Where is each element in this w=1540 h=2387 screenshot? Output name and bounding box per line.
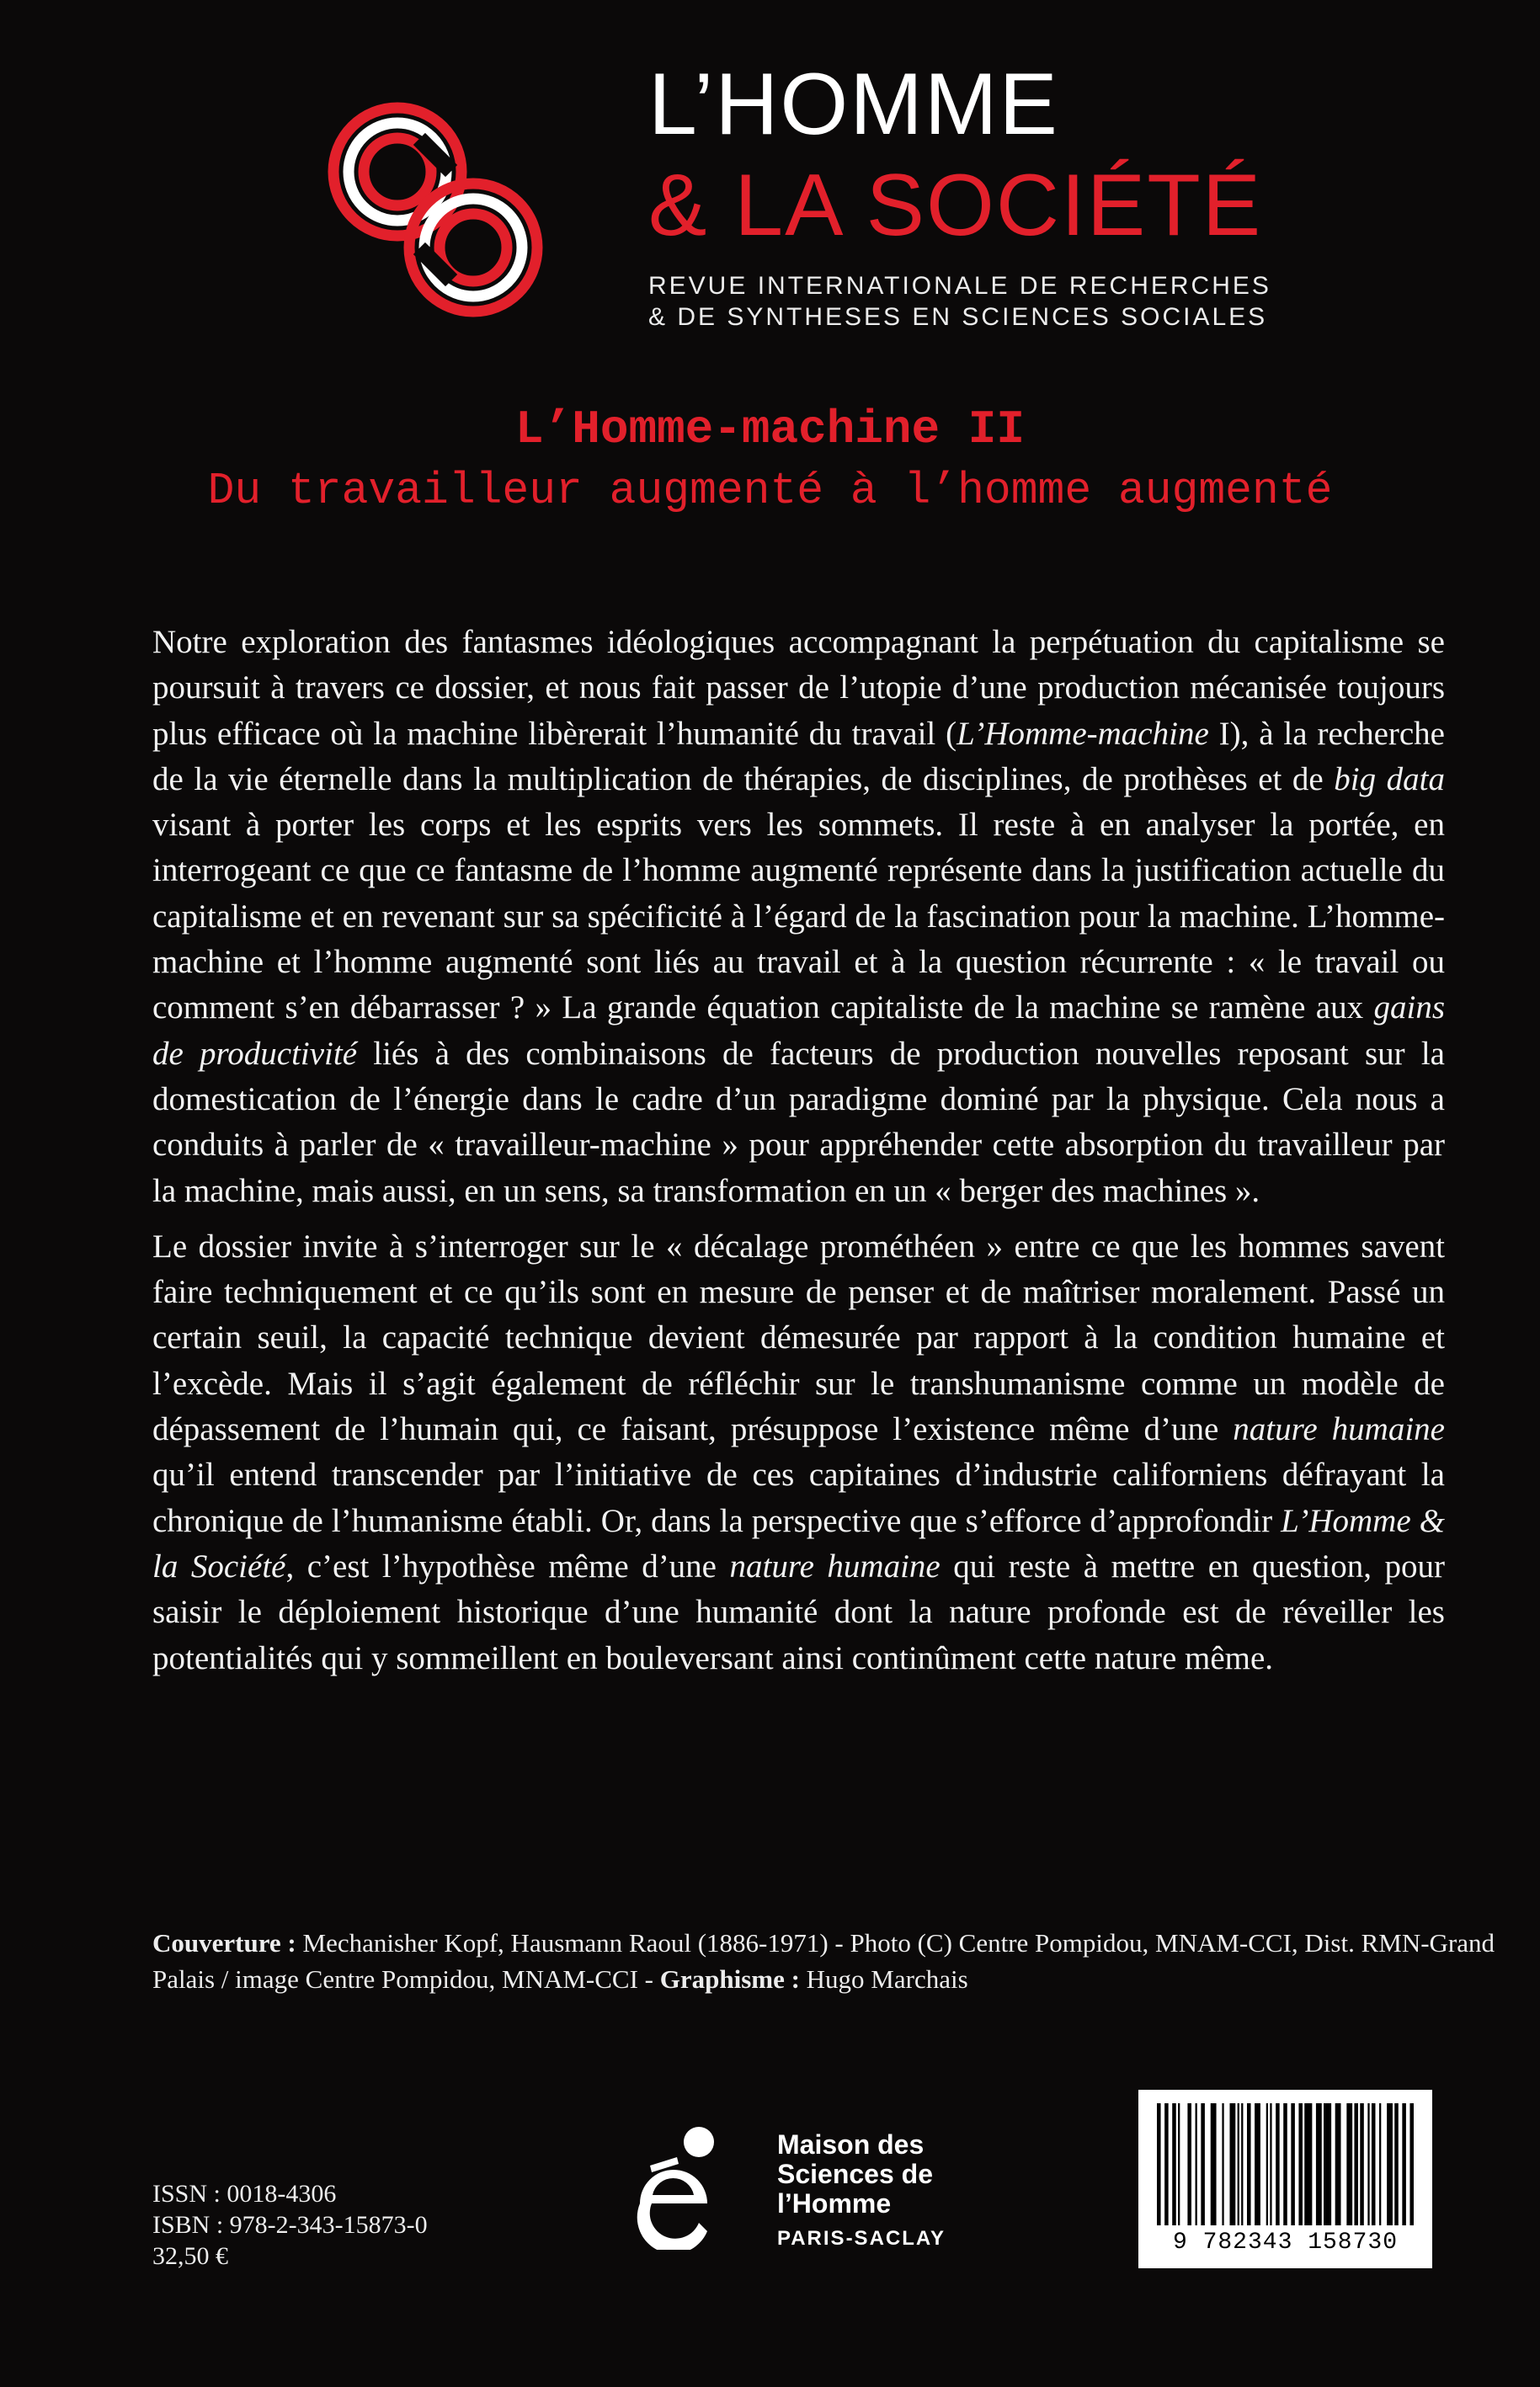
publisher-line-3: l’Homme (777, 2188, 892, 2219)
barcode-bar (1201, 2103, 1205, 2225)
barcode-bar (1379, 2103, 1381, 2225)
barcode-bar (1354, 2103, 1358, 2225)
text-run: qu’il entend transcender par l’initiative de ces capitaines d’industrie californiens défrayant la chronique de l’humanisme établi. Or, dans la perspective que s’efforce d’approfondir (152, 1457, 1445, 1539)
blurb-paragraph-2 (152, 1224, 1445, 1681)
barcode-bar (1298, 2103, 1303, 2225)
isbn: ISBN : 978-2-343-15873-0 (152, 2211, 428, 2239)
text-run: , c’est l’hypothèse même d’une (285, 1548, 730, 1585)
barcode-bar (1229, 2103, 1235, 2225)
text-run: visant à porter les corps et les esprits vers les sommets. Il reste à en analyser la portée, en interrogeant ce que ce fantasme de l’homme augmenté représente dans la justification actuelle du capitalisme et en revenant sur sa spécificité à l’égard de la fascination pour la machine. L’homme-machine et l’homme augmenté sont liés au travail et à la question récurrente : « le travail ou comment s’en débarrasser ? » La grande équation capitaliste de la machine se ramène aux (152, 807, 1445, 1026)
italic-run: L’Homme-machine (957, 715, 1209, 752)
design-credit-text: Hugo Marchais (799, 1964, 968, 1994)
cover-credit-text: Mechanisher Kopf, Hausmann Raoul (1886-1971) - Photo (C) Centre Pompidou, MNAM-CCI, Dist. RMN-Grand Palais / image Centre Pompidou, MNAM-CCI - (152, 1928, 1495, 1994)
text-run: liés à des combinaisons de facteurs de production nouvelles reposant sur la domestication de l’énergie dans le cadre d’un paradigme dominé par la physique. Cela nous a conduits à parler de « travailleur-machine » pour appréhender cette absorption du travailleur par la machine, mais aussi, en un sens, sa transformation en un « berger des machines ». (152, 1035, 1445, 1209)
text-run: Notre exploration des fantasmes idéologiques accompagnant la perpétuation du capitalisme se poursuit à travers ce dossier, et nous fait passer de l’utopie d’une production mécanisée toujours plus efficace où la machine libèrerait l’humanité du travail ( (152, 624, 1445, 752)
design-credit-label: Graphisme : (659, 1964, 800, 1994)
barcode-bar (1172, 2103, 1176, 2225)
e-accent-logo-icon (633, 2123, 726, 2250)
price: 32,50 € (152, 2242, 228, 2270)
barcode-bar (1247, 2103, 1251, 2225)
barcode-bar (1196, 2103, 1197, 2225)
barcode-bar (1238, 2103, 1239, 2225)
journal-tagline-line2: & DE SYNTHESES EN SCIENCES SOCIALES (648, 303, 1268, 331)
publication-info (152, 2178, 428, 2272)
barcode-bar (1222, 2103, 1223, 2225)
barcode-bar (1241, 2103, 1243, 2225)
journal-title-line2: & LA SOCIÉTÉ (648, 157, 1263, 254)
cover-credits (152, 1925, 1500, 1997)
barcode-bar (1270, 2103, 1271, 2225)
barcode-bar (1316, 2103, 1322, 2225)
barcode-bars (1152, 2103, 1419, 2230)
barcode-bar (1335, 2103, 1341, 2225)
barcode-digits: 9 782343 158730 (1172, 2230, 1399, 2256)
barcode-bar (1387, 2103, 1393, 2225)
italic-run: nature humaine (729, 1548, 941, 1585)
barcode-bar (1157, 2103, 1161, 2225)
blurb-paragraph-1 (152, 620, 1445, 1214)
text-run: qui reste à mettre en question, pour saisir le déploiement historique d’une humanité dont la nature profonde est de réveiller les potentialités qui y sommeillent en bouleversant ainsi continûment cette nature même. (152, 1548, 1445, 1676)
barcode-bar (1266, 2103, 1268, 2225)
barcode-bar (1291, 2103, 1295, 2225)
issn: ISSN : 0018-4306 (152, 2180, 337, 2208)
italic-run: gains de productivité (152, 989, 1445, 1072)
publisher-line-2: Sciences de (777, 2159, 933, 2189)
barcode-bar (1304, 2103, 1312, 2225)
barcode-bar (1255, 2103, 1260, 2225)
barcode-bar (1360, 2103, 1364, 2225)
barcode-bar (1324, 2103, 1331, 2225)
barcode-bar (1276, 2103, 1280, 2225)
journal-tagline-line1: REVUE INTERNATIONALE DE RECHERCHES (648, 272, 1271, 300)
issue-subtitle: Du travailleur augmenté à l’homme augmenté (207, 466, 1333, 516)
italic-run: nature humaine (1233, 1411, 1445, 1448)
back-cover-blurb (152, 620, 1445, 1681)
issue-title: L’Homme-machine II (515, 402, 1025, 456)
barcode-bar (1372, 2103, 1376, 2225)
barcode-bar (1164, 2103, 1169, 2225)
barcode-bar (1187, 2103, 1191, 2225)
barcode-bar (1402, 2103, 1406, 2225)
barcode-bar (1178, 2103, 1180, 2225)
barcode-bar (1367, 2103, 1369, 2225)
italic-run: L’Homme & la Société (152, 1502, 1445, 1585)
barcode-bar (1283, 2103, 1287, 2225)
publisher-line-1: Maison des (777, 2129, 925, 2160)
publisher-name (777, 2130, 946, 2253)
barcode-bar (1409, 2103, 1414, 2225)
journal-title-line1: L’HOMME (648, 56, 1059, 153)
publisher-city: PARIS-SACLAY (777, 2227, 946, 2250)
text-run: I), à la recherche de la vie éternelle dans la multiplication de thérapies, de disciplines, de prothèses et de (152, 715, 1445, 797)
barcode-bar (1346, 2103, 1352, 2225)
interlocking-rings-logo-icon (322, 96, 549, 323)
text-run: Le dossier invite à s’interroger sur le « décalage prométhéen » entre ce que les hommes savent faire techniquement et ce qu’ils sont en mesure de penser et de maîtriser moralement. Passé un certain seuil, la capacité technique devient démesurée par rapport à la condition humaine et l’excède. Mais il s’agit également de réfléchir sur le transhumanisme comme un modèle de dépassement de l’humain qui, ce faisant, présuppose l’existence même d’une (152, 1228, 1445, 1448)
italic-run: big data (1334, 760, 1446, 797)
barcode-bar (1394, 2103, 1399, 2225)
barcode-bar (1211, 2103, 1217, 2225)
cover-credit-label: Couverture : (152, 1928, 296, 1958)
isbn-barcode (1138, 2090, 1432, 2268)
